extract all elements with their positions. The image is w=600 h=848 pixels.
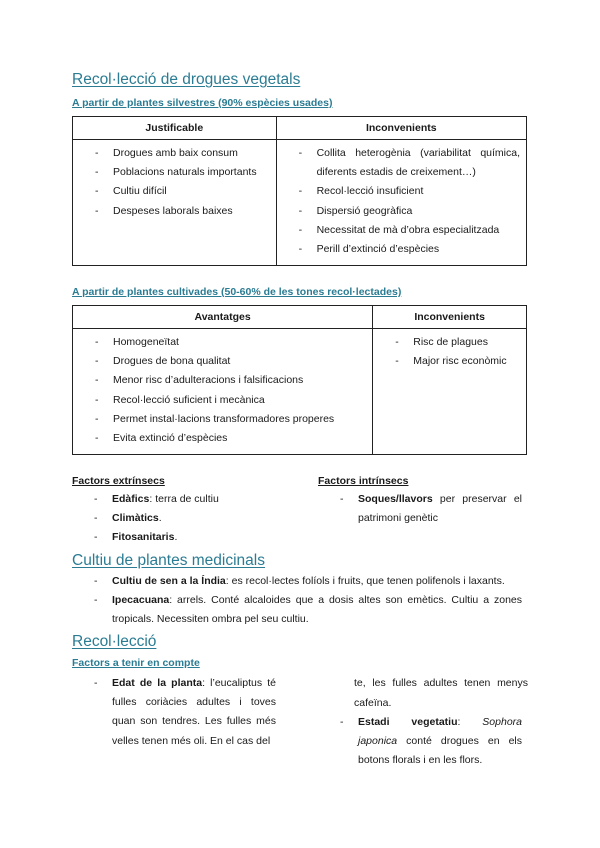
table-header: Inconvenients — [276, 117, 526, 140]
list-item: - Recol·lecció suficient i mecànica — [73, 391, 372, 410]
list-item: - Dispersió geogràfica — [277, 202, 526, 221]
list-item-key: Fitosanitaris — [112, 531, 175, 544]
list-item-key: Edat de la planta — [112, 677, 203, 689]
list-item-text: . — [174, 531, 178, 544]
intrinsic-factors-list — [318, 490, 528, 528]
table-cell — [73, 140, 277, 266]
cultivation-list — [72, 572, 528, 630]
list-item: - Despeses laborals baixes — [73, 202, 276, 221]
wild-plants-table — [72, 116, 527, 266]
list-item-text: per preservar el patrimoni genètic — [358, 493, 522, 525]
list-item — [72, 674, 282, 751]
list-item-text: : es recol·lectes folíols i fruits, que tenen polifenols i laxants. — [225, 575, 505, 587]
extrinsic-factors-title: Factors extrínsecs — [72, 475, 165, 487]
harvest-item-continuation: te, les fulles adultes tenen menys cafeïna. — [354, 677, 528, 709]
list-item: - Drogues de bona qualitat — [73, 352, 372, 371]
species-name: Sophora japonica — [358, 716, 522, 748]
list-item-text: : — [457, 716, 483, 728]
table-header: Avantatges — [73, 306, 373, 329]
list-item-key: Climàtics — [112, 512, 159, 525]
list-item: - Recol·lecció insuficient — [277, 182, 526, 201]
cultivated-plants-table — [72, 305, 527, 455]
subtitle-factors: Factors a tenir en compte — [72, 657, 200, 669]
list-item — [72, 509, 282, 528]
table-cell — [73, 329, 373, 455]
list-item — [318, 490, 528, 528]
list-item: - Drogues amb baix consum — [73, 144, 276, 163]
harvest-list-left — [72, 674, 282, 751]
list-item: - Major risc econòmic — [373, 352, 526, 371]
list-item: - Cultiu difícil — [73, 182, 276, 201]
list-item-text: conté drogues en els botons florals i en les flors. — [358, 735, 522, 767]
list-item-text: . — [158, 512, 162, 525]
list-item-text: : l’eucaliptus té fulles coriàcies adultes i toves quan son tendres. Les fulles més velles tenen més oli. En el cas del — [112, 677, 276, 747]
list-item-key: Edàfics — [112, 493, 150, 505]
list-item-key: Cultiu de sen a la Índia — [112, 575, 226, 587]
subtitle-wild-plants: A partir de plantes silvestres (90% espècies usades) — [72, 97, 333, 109]
list-item-key: Soques/llavors — [358, 493, 433, 505]
list-item: - Necessitat de mà d’obra especialitzada — [277, 221, 526, 240]
list-item — [72, 591, 528, 629]
harvest-list-right — [318, 713, 528, 771]
list-item-key: Ipecacuana — [112, 594, 170, 607]
list-item: - Menor risc d’adulteracions i falsificacions — [73, 371, 372, 390]
list-item: - Evita extinció d’espècies — [73, 429, 372, 448]
intrinsic-factors-title: Factors intrínsecs — [318, 475, 409, 487]
list-item: - Permet instal·lacions transformadores properes — [73, 410, 372, 429]
list-item: - Risc de plagues — [373, 333, 526, 352]
list-item: - Perill d’extinció d’espècies — [277, 240, 526, 259]
list-item — [72, 572, 528, 591]
table-cell — [276, 140, 526, 266]
list-item: - Poblacions naturals importants — [73, 163, 276, 182]
list-item — [72, 490, 282, 509]
section-title-cultivation: Cultiu de plantes medicinals — [72, 552, 265, 569]
subtitle-cultivated-plants: A partir de plantes cultivades (50-60% de les tones recol·lectades) — [72, 286, 402, 298]
section-title-recollection: Recol·lecció de drogues vegetals — [72, 71, 301, 88]
list-item-text: : terra de cultiu — [149, 493, 219, 505]
list-item — [72, 528, 282, 547]
list-item: - Collita heterogènia (variabilitat química, diferents estadis de creixement…) — [277, 144, 526, 182]
list-item-key: Estadi vegetatiu — [358, 716, 458, 728]
table-header: Justificable — [73, 117, 277, 140]
list-item-text: : arrels. Conté alcaloides que a dosis altes son emètics. Cultiu a zones tropicals. Necessiten ombra pel seu cultiu. — [112, 594, 522, 626]
extrinsic-factors-list — [72, 490, 282, 548]
table-header: Inconvenients — [373, 306, 527, 329]
list-item — [318, 713, 528, 771]
section-title-harvest: Recol·lecció — [72, 633, 157, 650]
list-item: - Homogeneïtat — [73, 333, 372, 352]
table-cell — [373, 329, 527, 455]
